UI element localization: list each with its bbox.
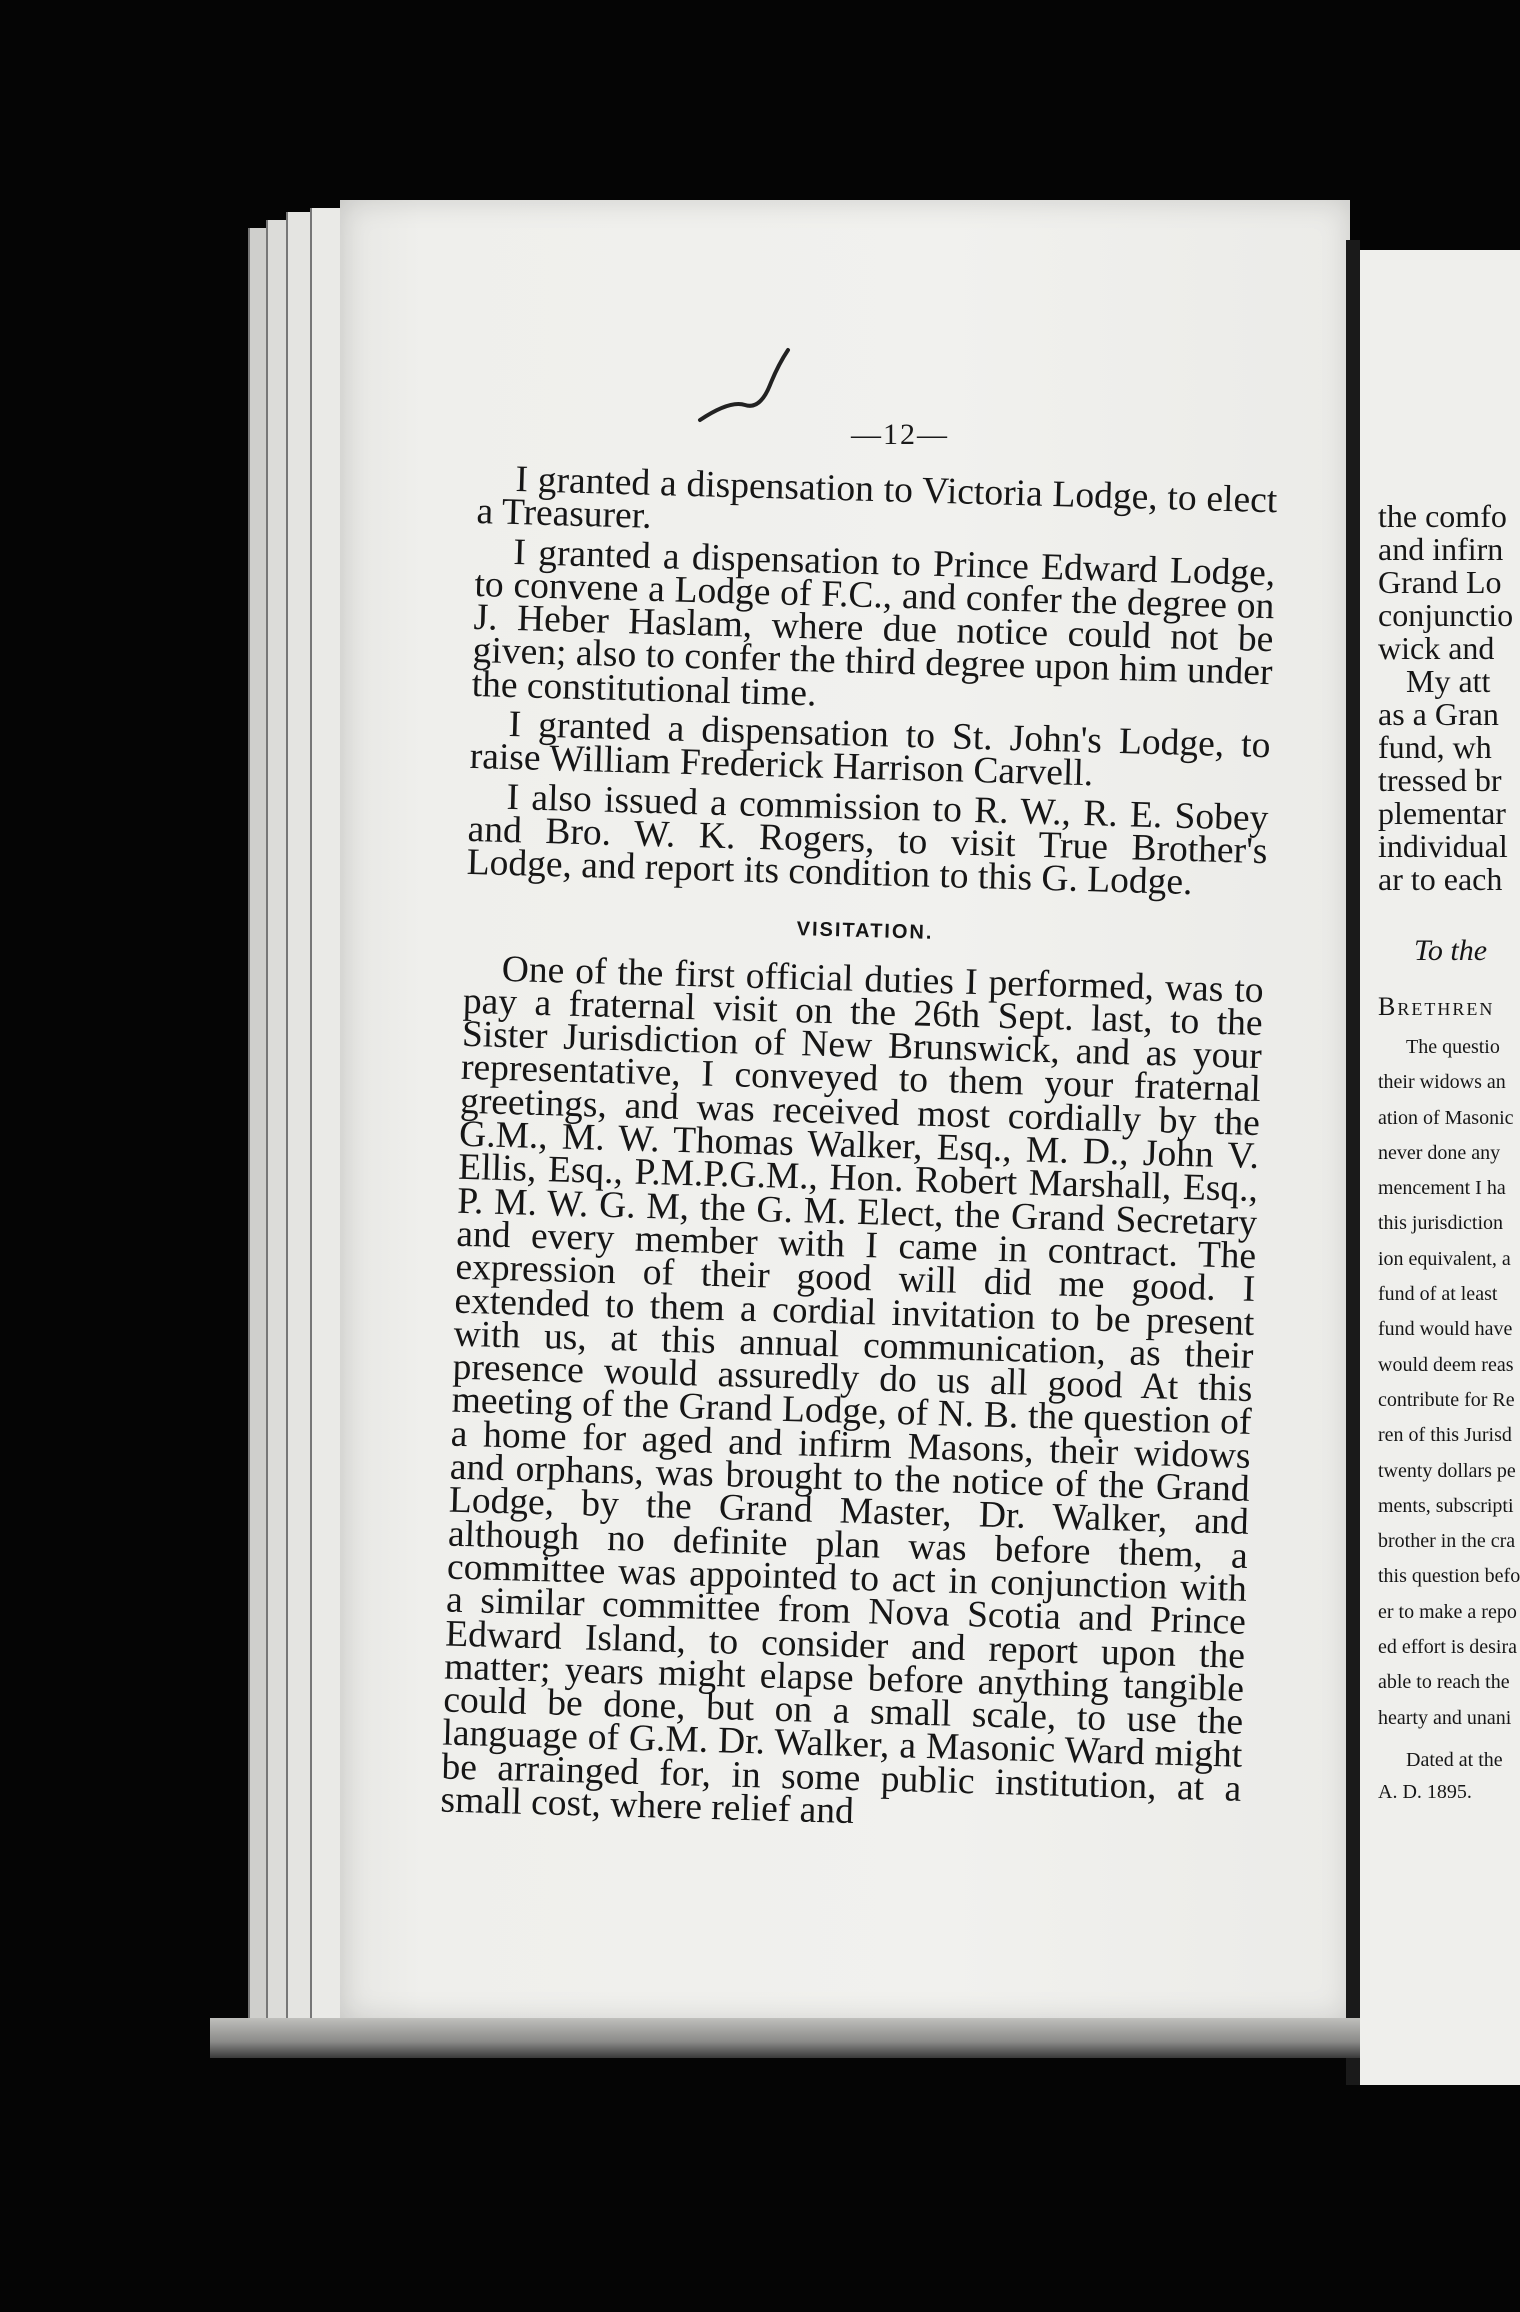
- text-line: plementar: [1378, 795, 1506, 831]
- text-line: ren of this Jurisd: [1378, 1424, 1512, 1447]
- text-line: able to reach the: [1378, 1671, 1510, 1694]
- text-line: individual: [1378, 828, 1508, 864]
- text-line: mencement I ha: [1378, 1177, 1506, 1200]
- text-line: ar to each: [1378, 861, 1503, 897]
- paragraph: One of the first official duties I performed, was to pay a fraternal visit on the 26th Sept. last, to the Sister Jurisdiction of New Brunswick, and as your representative, I conveyed to them your fraternal greetings, and was received most cordially by the G.M., M. W. Thomas Walker, Esq., M. D., John V. Ellis, Esq., P.M.P.G.M., Hon. Robert Marshall, Esq., P. M. W. G. M, the G. M. Elect, the Grand Secretary and every member with I came in contract. The expression of their good will did me good. I extended to them a cordial invitation to be present with us, at this annual communication, as their presence would assuredly do us all good At this meeting of the Grand Lodge, of N. B. the question of a home for aged and infirm Masons, their widows and orphans, was brought to the notice of the Grand Lodge, by the Grand Master, Dr. Walker, and although no definite plan was before them, a committee was appointed to act in conjunction with a similar committee from Nova Scotia and Prince Edward Island, to consider and report upon the matter; years might elapse before anything tangible could be done, but on a small scale, to use the language of G.M. Dr. Walker, a Masonic Ward might be arrainged for, in some public institution, at a small cost, where relief and: [440, 948, 1265, 1832]
- left-text-column: [440, 459, 1278, 1839]
- text-line: contribute for Re: [1378, 1388, 1515, 1411]
- text-line: their widows an: [1378, 1071, 1506, 1094]
- paragraph: I granted a dispensation to Prince Edward Lodge, to convene a Lodge of F.C., and confer the degree on J. Heber Haslam, where due notice could not be given; also to confer the third degree upon him under the constitutional time.: [471, 531, 1276, 715]
- text-line: never done any: [1378, 1141, 1501, 1164]
- text-line: fund, wh: [1378, 729, 1492, 765]
- text-line: Grand Lo: [1378, 564, 1502, 600]
- page-bottom-edge: [210, 2018, 1360, 2058]
- text-line: this question befo: [1378, 1565, 1520, 1588]
- text-line: would deem reas: [1378, 1353, 1514, 1376]
- text-line: ion equivalent, a: [1378, 1247, 1511, 1270]
- right-top-text: [1378, 500, 1520, 896]
- text-line: Dated at the: [1406, 1748, 1503, 1771]
- paragraph: I granted a dispensation to St. John's Lodge, to raise William Frederick Harrison Carvell.: [469, 704, 1271, 795]
- text-line: ments, subscripti: [1378, 1494, 1514, 1517]
- text-line: twenty dollars pe: [1378, 1459, 1516, 1482]
- text-line: hearty and unani: [1378, 1706, 1512, 1729]
- text-line: this jurisdiction: [1378, 1212, 1503, 1235]
- pen-stroke-mark: [690, 345, 810, 435]
- text-line: the comfo: [1378, 498, 1507, 534]
- text-line: A. D. 1895.: [1378, 1780, 1472, 1803]
- small-print-text: [1378, 1030, 1520, 1736]
- salutation: Brethren: [1378, 992, 1495, 1021]
- text-line: fund of at least: [1378, 1283, 1498, 1306]
- text-line: ation of Masonic: [1378, 1106, 1514, 1129]
- text-line: brother in the cra: [1378, 1530, 1516, 1553]
- text-line: as a Gran: [1378, 696, 1499, 732]
- section-heading: VISITATION.: [796, 917, 934, 944]
- text-line: fund would have: [1378, 1318, 1513, 1341]
- right-text-column: [1378, 500, 1520, 1808]
- text-line: tressed br: [1378, 762, 1502, 798]
- text-line: ed effort is desira: [1378, 1636, 1518, 1659]
- text-line: er to make a repo: [1378, 1600, 1517, 1623]
- text-line: conjunctio: [1378, 597, 1514, 633]
- dated-line: [1378, 1744, 1520, 1808]
- text-line: The questio: [1406, 1036, 1500, 1058]
- page-number: —12—: [851, 418, 949, 451]
- paragraph: I granted a dispensation to Victoria Lodge, to elect a Treasurer.: [476, 459, 1278, 538]
- text-line: wick and: [1378, 630, 1495, 666]
- paragraph: I also issued a commission to R. W., R. E. Sobey and Bro. W. K. Rogers, to visit True Brother's Lodge, and report its condition to this G. Lodge.: [466, 776, 1269, 904]
- text-line: and infirn: [1378, 531, 1504, 567]
- text-line: My att: [1406, 663, 1491, 699]
- book-gutter: [1346, 240, 1360, 2085]
- address-heading: To the: [1414, 934, 1488, 967]
